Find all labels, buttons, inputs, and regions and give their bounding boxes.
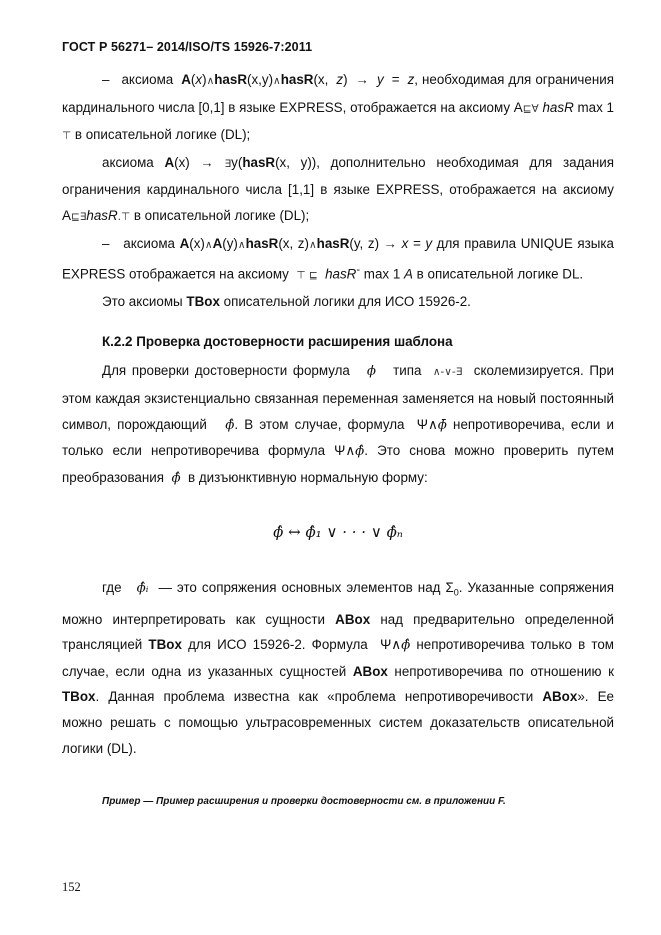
- text: , необходимая для ограничения кардинального числа [0,1] в языке EXPRESS, отображается на аксиому A: [62, 72, 614, 115]
- phi-bar-symbol: ϕ̄: [437, 417, 447, 433]
- inverse-mark: -: [356, 264, 361, 277]
- abox-term: ABox: [352, 663, 388, 679]
- text: для ИСО 15926-2. Формула: [188, 637, 368, 653]
- paragraph-skolemization: [62, 358, 614, 491]
- text: типа: [393, 363, 422, 379]
- body-text: [62, 67, 614, 761]
- text: в описательной логике (DL);: [130, 207, 310, 223]
- text: над предварительно определенной трансляцией: [62, 611, 614, 653]
- text: ». Ее можно решать с помощью ультрасовременных систем доказательств описательной логики (DL).: [62, 689, 614, 756]
- text: . Это снова можно проверить путем преобразования: [62, 443, 614, 485]
- text: непротиворечива по отношению к: [394, 663, 614, 679]
- abox-term: ABox: [335, 611, 371, 627]
- and-symbol: ∧: [206, 75, 215, 87]
- text: непротиворечива только в том случае, если одна из указанных сущностей: [62, 637, 614, 679]
- and-symbol: ∧: [273, 75, 281, 87]
- psi-symbol: Ψ∧: [416, 416, 438, 432]
- tbox-term: TBox: [62, 689, 96, 705]
- var: z: [336, 72, 344, 87]
- role-hasr: hasR: [214, 72, 247, 87]
- page-number: 152: [62, 880, 81, 894]
- text: (x): [189, 235, 205, 251]
- text: max 1: [360, 266, 401, 282]
- text: описательной логики для ИСО 15926-2.: [219, 294, 471, 310]
- role-hasr: hasR: [316, 235, 350, 251]
- document-header: ГОСТ Р 56271– 2014/ISO/TS 15926-7:2011: [62, 40, 313, 54]
- text: (x, y)), дополнительно необходимая для задания ограничения кардинального числа [1,1] в языке EXPRESS, отображается на аксиому A: [62, 154, 614, 223]
- paragraph-conjunctions: [62, 575, 614, 761]
- phi-i-symbol: ϕ̂ᵢ: [136, 581, 149, 597]
- concept-a: A: [181, 72, 191, 87]
- text: (x) →: [174, 154, 214, 170]
- text: (y, z) →: [349, 235, 398, 251]
- phi-hat-symbol: ϕ̂: [401, 638, 411, 654]
- and-symbol: ∧: [204, 238, 213, 251]
- text: в дизъюнктивную нормальную форму:: [188, 469, 428, 485]
- text: для правила UNIQUE языка EXPRESS отображается на аксиому: [62, 235, 614, 282]
- exists-symbol: ∃: [224, 157, 232, 170]
- dnf-formula: ϕ̂ ↔ ϕ̂₁ ∨ · · · ∨ ϕ̂ₙ: [273, 523, 403, 542]
- text: непротиворечива, если и только если непротиворечива формула: [62, 416, 614, 459]
- text: max 1: [573, 99, 614, 115]
- concept-a: A: [404, 266, 413, 282]
- arrow: →: [355, 72, 369, 87]
- concept-a: A: [212, 235, 223, 251]
- text: в описательной логике (DL);: [71, 127, 251, 143]
- paragraph-axiom-1: – аксиома A(x)∧hasR(x,y)∧hasR(x, z) → y = z, необходимая для ограничения кардинального числа [0,1] в языке EXPRESS, отображается на аксиому A⊑∀ hasR max 1 ⊤ в описательной логике (DL);: [62, 72, 614, 143]
- role-hasr: hasR: [325, 266, 357, 282]
- phi-hat-symbol: ϕ̂: [225, 417, 235, 433]
- and-symbol: ∧: [308, 238, 317, 251]
- psi-symbol: Ψ∧: [380, 637, 402, 653]
- concept-a: A: [179, 235, 190, 251]
- tbox-term: TBox: [186, 294, 220, 310]
- phi-symbol: ϕ: [366, 364, 377, 380]
- concept-a: A: [164, 154, 175, 170]
- text: . Указанные сопряжения можно интерпретировать как сущности: [62, 580, 614, 627]
- text: . В этом случае, формула: [234, 416, 405, 432]
- role-hasr: hasR: [86, 207, 118, 223]
- role-hasr: hasR: [245, 235, 279, 251]
- paragraph-axiom-3: [62, 231, 614, 290]
- text: аксиома: [121, 72, 174, 87]
- paragraph-axiom-2: [62, 150, 614, 231]
- role-hasr: hasR: [280, 72, 314, 87]
- text: Это аксиомы: [102, 294, 183, 310]
- tbox-term: TBox: [148, 637, 182, 653]
- section-heading: К.2.2 Проверка достоверности расширения шаблона: [102, 333, 453, 349]
- subscript: 0: [453, 588, 459, 599]
- operators-symbols: ∧-∨-∃: [432, 366, 463, 379]
- equals: =: [391, 72, 400, 87]
- phi-hat-symbol: ϕ̂: [355, 444, 365, 460]
- top-symbol: .⊤: [117, 210, 131, 223]
- text: y(: [231, 154, 243, 170]
- equation: x = y: [401, 235, 433, 251]
- text: аксиома: [123, 235, 175, 251]
- var: y: [376, 72, 384, 87]
- psi-symbol: Ψ∧: [334, 443, 356, 459]
- text: (x,y): [247, 72, 274, 87]
- subsumption-symbol: ⊑∃: [70, 210, 87, 223]
- and-symbol: ∧: [237, 238, 246, 251]
- top-symbol: ⊤: [62, 130, 72, 143]
- paragraph-tbox-note: [62, 289, 614, 315]
- text: (x, z): [278, 235, 309, 251]
- text: где: [102, 580, 122, 596]
- text: — это сопряжения основных элементов над Σ: [158, 580, 454, 596]
- text: (x,: [313, 72, 329, 87]
- subsumption-symbol: ⊑∀: [522, 102, 539, 115]
- text: сколемизируется. При этом каждая экзистенциально связанная переменная заменяется на новый постоянный символ, порождающий: [62, 363, 614, 432]
- role-hasr: hasR: [542, 99, 574, 115]
- example-note: Пример — Пример расширения и проверки достоверности см. в приложении F.: [102, 796, 506, 807]
- dash: –: [102, 235, 110, 251]
- dash: –: [102, 72, 110, 87]
- role-hasr: hasR: [242, 154, 276, 170]
- text: аксиома: [102, 154, 154, 170]
- var: z: [407, 72, 415, 87]
- abox-term: ABox: [542, 689, 578, 705]
- text: (y): [222, 235, 238, 251]
- var: x: [195, 72, 203, 87]
- phi-hat-symbol: ϕ̂: [171, 470, 181, 486]
- text: Для проверки достоверности формула: [102, 363, 350, 379]
- text: в описательной логике DL.: [412, 266, 584, 282]
- top-symbol: ⊤ ⊑: [296, 269, 318, 282]
- text: . Данная проблема известна как «проблема непротиворечивости: [95, 689, 534, 705]
